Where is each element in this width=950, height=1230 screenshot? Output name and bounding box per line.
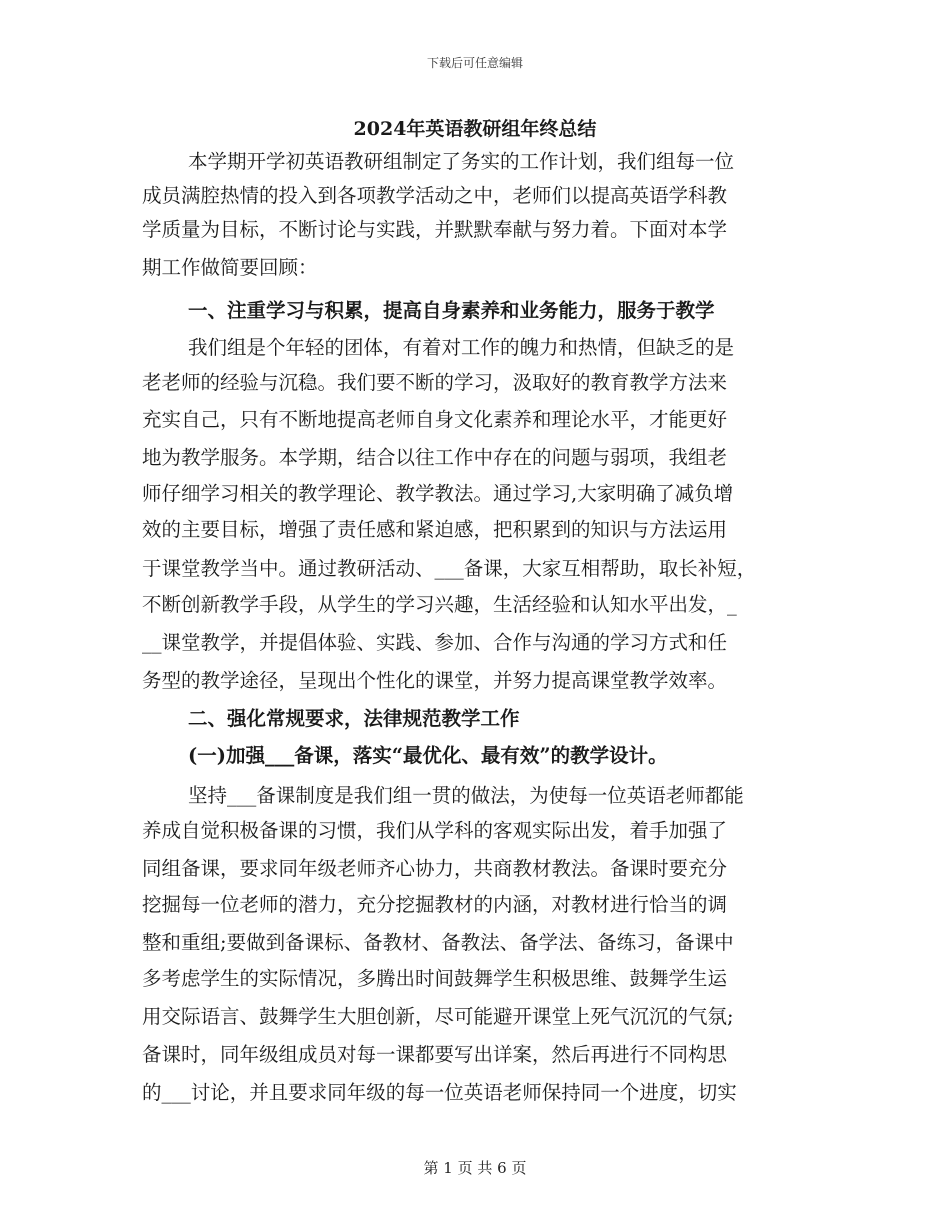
paragraph-line: __课堂教学，并提倡体验、实践、参加、合作与沟通的学习方式和任 xyxy=(142,631,728,654)
paragraph-line: 多考虑学生的实际情况，多腾出时间鼓舞学生积极思维、鼓舞学生运 xyxy=(142,967,728,990)
paragraph-line: 务型的教学途径，呈现出个性化的课堂，并努力提高课堂教学效率。 xyxy=(142,669,728,692)
page-footer: 第 1 页 共 6 页 xyxy=(423,1159,527,1177)
paragraph-line: 期工作做简要回顾： xyxy=(142,256,318,279)
paragraph-line: 挖掘每一位老师的潜力，充分挖掘教材的内涵，对教材进行恰当的调 xyxy=(142,893,728,916)
paragraph-line: 老老师的经验与沉稳。我们要不断的学习，汲取好的教育教学方法来 xyxy=(142,371,728,394)
page-header: 下载后可任意编辑 xyxy=(426,56,523,70)
paragraph-line: 效的主要目标，增强了责任感和紧迫感，把积累到的知识与方法运用 xyxy=(142,518,728,541)
paragraph-line: 师仔细学习相关的教学理论、教学教法。通过学习,大家明确了减负增 xyxy=(142,482,734,505)
document-title: 2024年英语教研组年终总结 xyxy=(353,118,597,140)
paragraph-line: 坚持___备课制度是我们组一贯的做法，为使每一位英语老师都能 xyxy=(188,784,744,807)
paragraph-line: 本学期开学初英语教研组制定了务实的工作计划，我们组每一位 xyxy=(188,150,735,173)
section-heading: 一、注重学习与积累，提高自身素养和业务能力，服务于教学 xyxy=(188,299,715,322)
paragraph-line: 整和重组;要做到备课标、备教材、备教法、备学法、备练习，备课中 xyxy=(142,931,734,954)
paragraph-line: 于课堂教学当中。通过教研活动、___备课，大家互相帮助，取长补短， xyxy=(142,557,757,580)
paragraph-line: 备课时，同年级组成员对每一课都要写出详案，然后再进行不同构思 xyxy=(142,1043,728,1066)
paragraph-line: 学质量为目标，不断讨论与实践，并默默奉献与努力着。下面对本学 xyxy=(142,218,728,241)
paragraph-line: 的___讨论，并且要求同年级的每一位英语老师保持同一个进度，切实 xyxy=(142,1081,737,1104)
paragraph-line: 同组备课，要求同年级老师齐心协力，共商教材教法。备课时要充分 xyxy=(142,857,728,880)
paragraph-line: 地为教学服务。本学期，结合以往工作中存在的问题与弱项，我组老 xyxy=(142,446,728,469)
section-heading: 二、强化常规要求，法律规范教学工作 xyxy=(188,707,520,730)
subsection-heading: (一)加强___备课，落实“最优化、最有效”的教学设计。 xyxy=(188,744,668,767)
paragraph-line: 养成自觉积极备课的习惯，我们从学科的客观实际出发，着手加强了 xyxy=(142,819,728,842)
paragraph-line: 我们组是个年轻的团体，有着对工作的魄力和热情，但缺乏的是 xyxy=(188,336,735,359)
paragraph-line: 成员满腔热情的投入到各项教学活动之中，老师们以提高英语学科教 xyxy=(142,184,728,207)
paragraph-line: 不断创新教学手段，从学生的学习兴趣，生活经验和认知水平出发，_ xyxy=(142,593,737,616)
paragraph-line: 充实自己，只有不断地提高老师自身文化素养和理论水平，才能更好 xyxy=(142,408,728,431)
paragraph-line: 用交际语言、鼓舞学生大胆创新，尽可能避开课堂上死气沉沉的气氛; xyxy=(142,1005,734,1028)
